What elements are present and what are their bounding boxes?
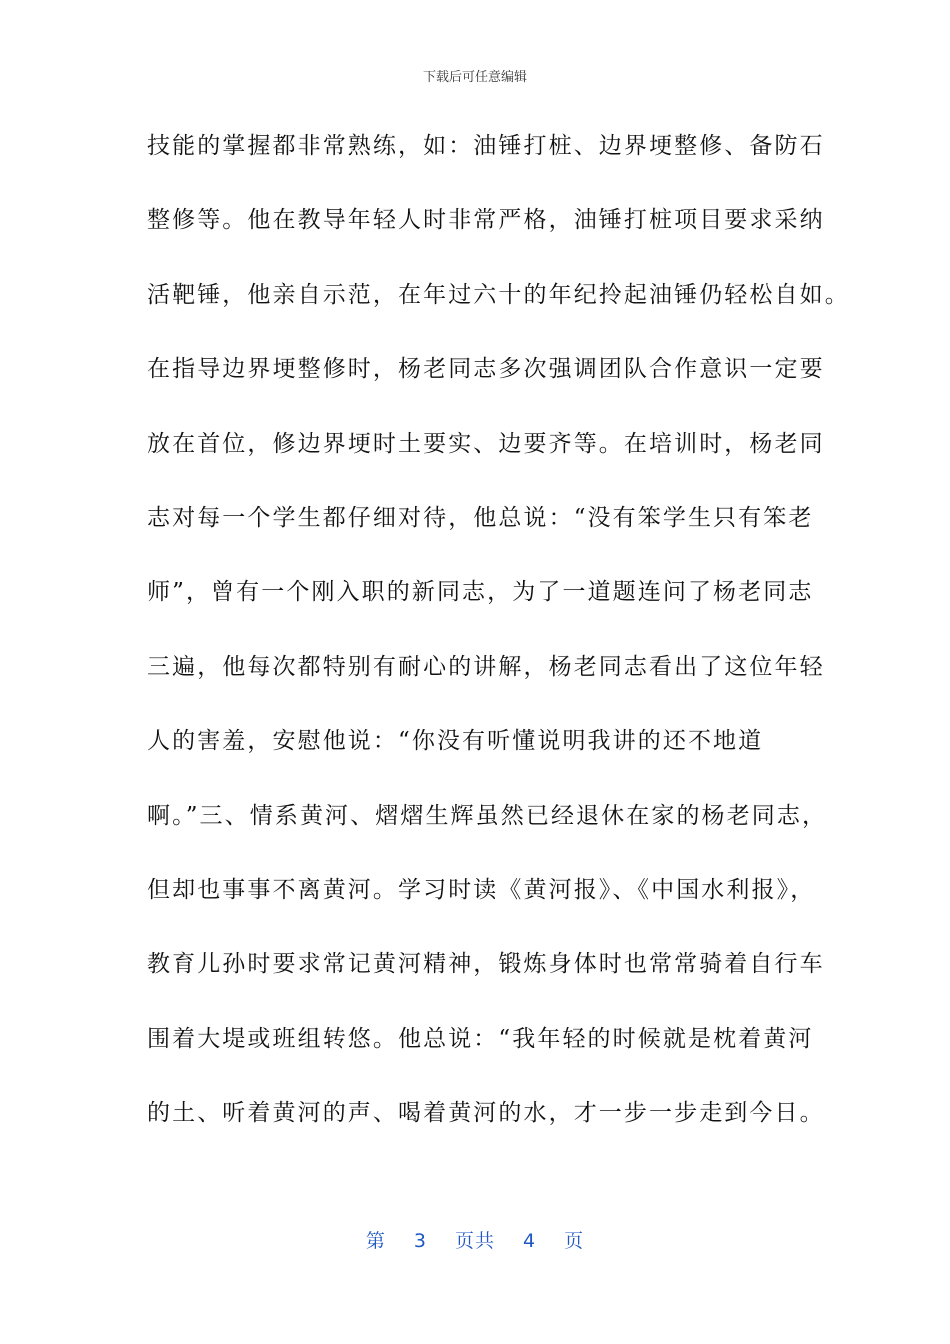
page-number-footer: [0, 1226, 950, 1253]
text-line: 围着大堤或班组转悠。他总说：“我年轻的时候就是枕着黄河: [147, 1025, 814, 1052]
text-line: 放在首位，修边界埂时土要实、边要齐等。在培训时，杨老同: [147, 430, 825, 457]
text-line: 整修等。他在教导年轻人时非常严格，油锤打桩项目要求采纳: [147, 207, 825, 234]
text-line: 师”，曾有一个刚入职的新同志，为了一道题连问了杨老同志: [147, 579, 814, 606]
text-line: 的土、听着黄河的声、喝着黄河的水，才一步一步走到今日。: [147, 1100, 825, 1127]
text-line: 教育儿孙时要求常记黄河精神，锻炼身体时也常常骑着自行车: [147, 951, 825, 978]
text-line: 在指导边界埂整修时，杨老同志多次强调团队合作意识一定要: [147, 356, 825, 383]
footer-current-page: 3: [413, 1230, 427, 1252]
body-paragraph: [147, 118, 850, 1159]
text-line: 志对每一个学生都仔细对待，他总说：“没有笨学生只有笨老: [147, 504, 814, 531]
footer-middle: 页共: [454, 1230, 495, 1252]
text-line: 三遍，他每次都特别有耐心的讲解，杨老同志看出了这位年轻: [147, 653, 825, 680]
text-line: 但却也事事不离黄河。学习时读《黄河报》、《中国水利报》，: [147, 876, 816, 903]
footer-total-pages: 4: [523, 1230, 537, 1252]
text-line: 技能的掌握都非常熟练，如：油锤打桩、边界埂整修、备防石: [147, 133, 825, 159]
text-line: 啊。”三、情系黄河、熠熠生辉虽然已经退休在家的杨老同志，: [147, 802, 828, 829]
footer-suffix: 页: [564, 1230, 585, 1252]
page-header-note: 下载后可任意编辑: [422, 70, 527, 85]
text-line: 活靶锤，他亲自示范，在年过六十的年纪拎起油锤仍轻松自如。: [147, 281, 850, 308]
footer-prefix: 第: [365, 1230, 386, 1252]
text-line: 人的害羞，安慰他说：“你没有听懂说明我讲的还不地道: [147, 728, 764, 755]
